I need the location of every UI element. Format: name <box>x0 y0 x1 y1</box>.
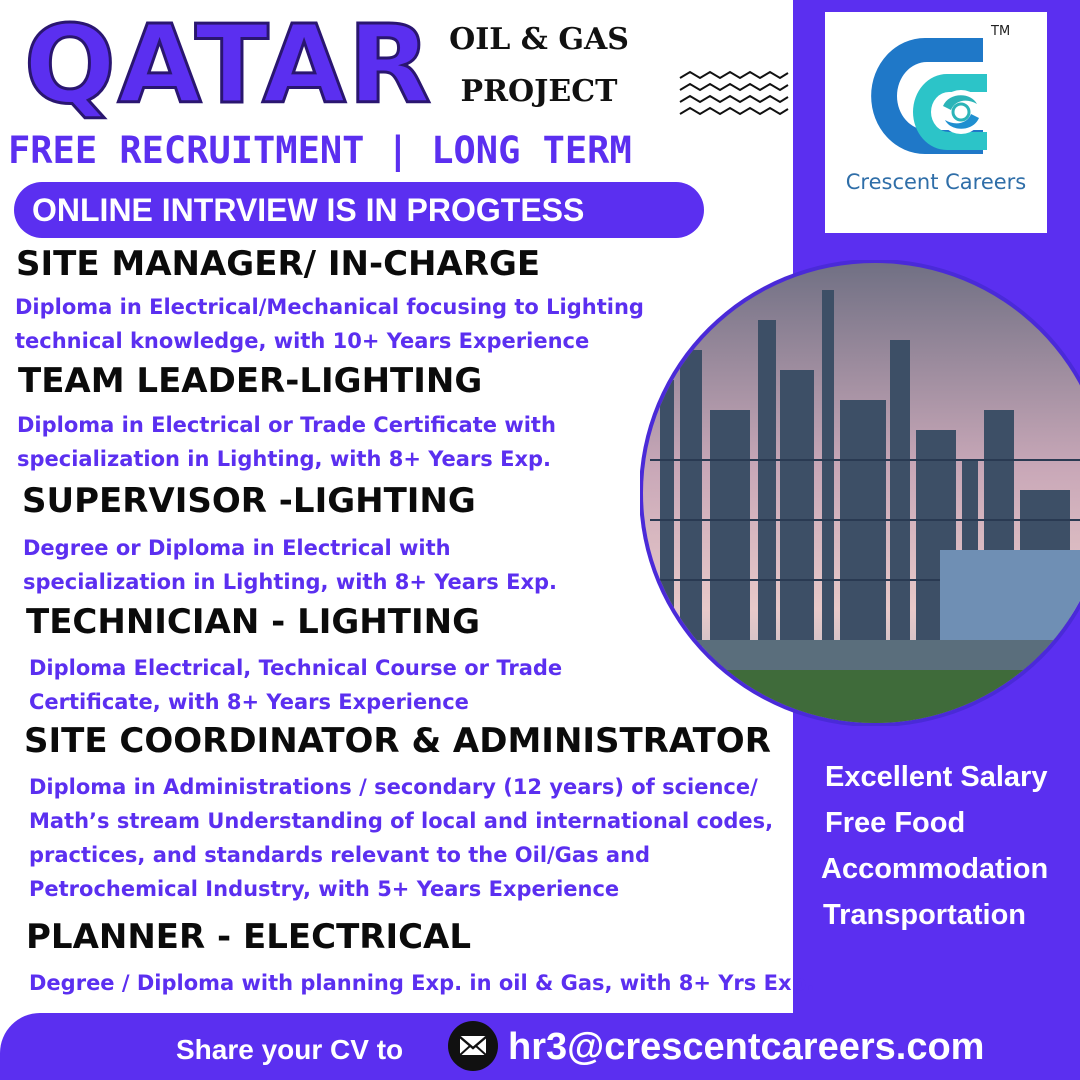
company-logo <box>825 12 1047 233</box>
refinery-photo <box>640 260 1080 726</box>
benefit-item: Free Food <box>825 807 966 839</box>
job-title-technician: TECHNICIAN - LIGHTING <box>26 602 480 642</box>
job-desc-site-coordinator: Diploma in Administrations / secondary (12 years) of science/ Math’s stream Understanding of local and international codes, practices, and standards relevant to the Oil/Gas and Petrochemical Industry, with 5+ Years Experience <box>29 775 774 901</box>
company-name: Crescent Careers <box>845 170 1027 194</box>
benefit-item: Transportation <box>823 899 1027 931</box>
job-title-site-coordinator: SITE COORDINATOR & ADMINISTRATOR <box>24 721 771 761</box>
interview-status-pill: ONLINE INTRVIEW IS IN PROGTESS <box>14 182 704 238</box>
job-title-supervisor: SUPERVISOR -LIGHTING <box>22 481 476 521</box>
project-title <box>434 14 644 118</box>
job-desc-technician: Diploma Electrical, Technical Course or Trade Certificate, with 8+ Years Experience <box>29 656 563 714</box>
project-title-line2: PROJECT <box>460 74 618 109</box>
project-title-line1: OIL & GAS <box>449 22 629 57</box>
trademark-mark: TM <box>991 24 1011 39</box>
job-title-site-manager: SITE MANAGER/ IN-CHARGE <box>16 244 541 284</box>
mail-icon <box>448 1021 498 1071</box>
recruitment-tagline: FREE RECRUITMENT | LONG TERM <box>8 129 632 172</box>
share-cv-label: Share your CV to <box>176 1034 404 1065</box>
country-heading: QATAR <box>24 3 434 128</box>
zigzag-decoration <box>678 70 790 116</box>
job-desc-team-leader: Diploma in Electrical or Trade Certificate with specialization in Lighting, with 8+ Years Exp. <box>17 413 556 471</box>
benefit-item: Accommodation <box>821 853 1049 885</box>
job-desc-supervisor: Degree or Diploma in Electrical with specialization in Lighting, with 8+ Years Exp. <box>23 536 558 594</box>
job-title-team-leader: TEAM LEADER-LIGHTING <box>18 361 483 401</box>
crescent-logo-icon <box>863 26 1013 166</box>
job-desc-planner: Degree / Diploma with planning Exp. in oil & Gas, with 8+ Yrs Exp. <box>29 971 815 995</box>
benefit-item: Excellent Salary <box>825 761 1048 793</box>
contact-email[interactable]: hr3@crescentcareers.com <box>508 1026 985 1068</box>
footer-bar <box>0 1013 1080 1080</box>
job-desc-site-manager: Diploma in Electrical/Mechanical focusing to Lighting technical knowledge, with 10+ Years Experience <box>15 295 644 353</box>
job-title-planner: PLANNER - ELECTRICAL <box>26 917 472 957</box>
